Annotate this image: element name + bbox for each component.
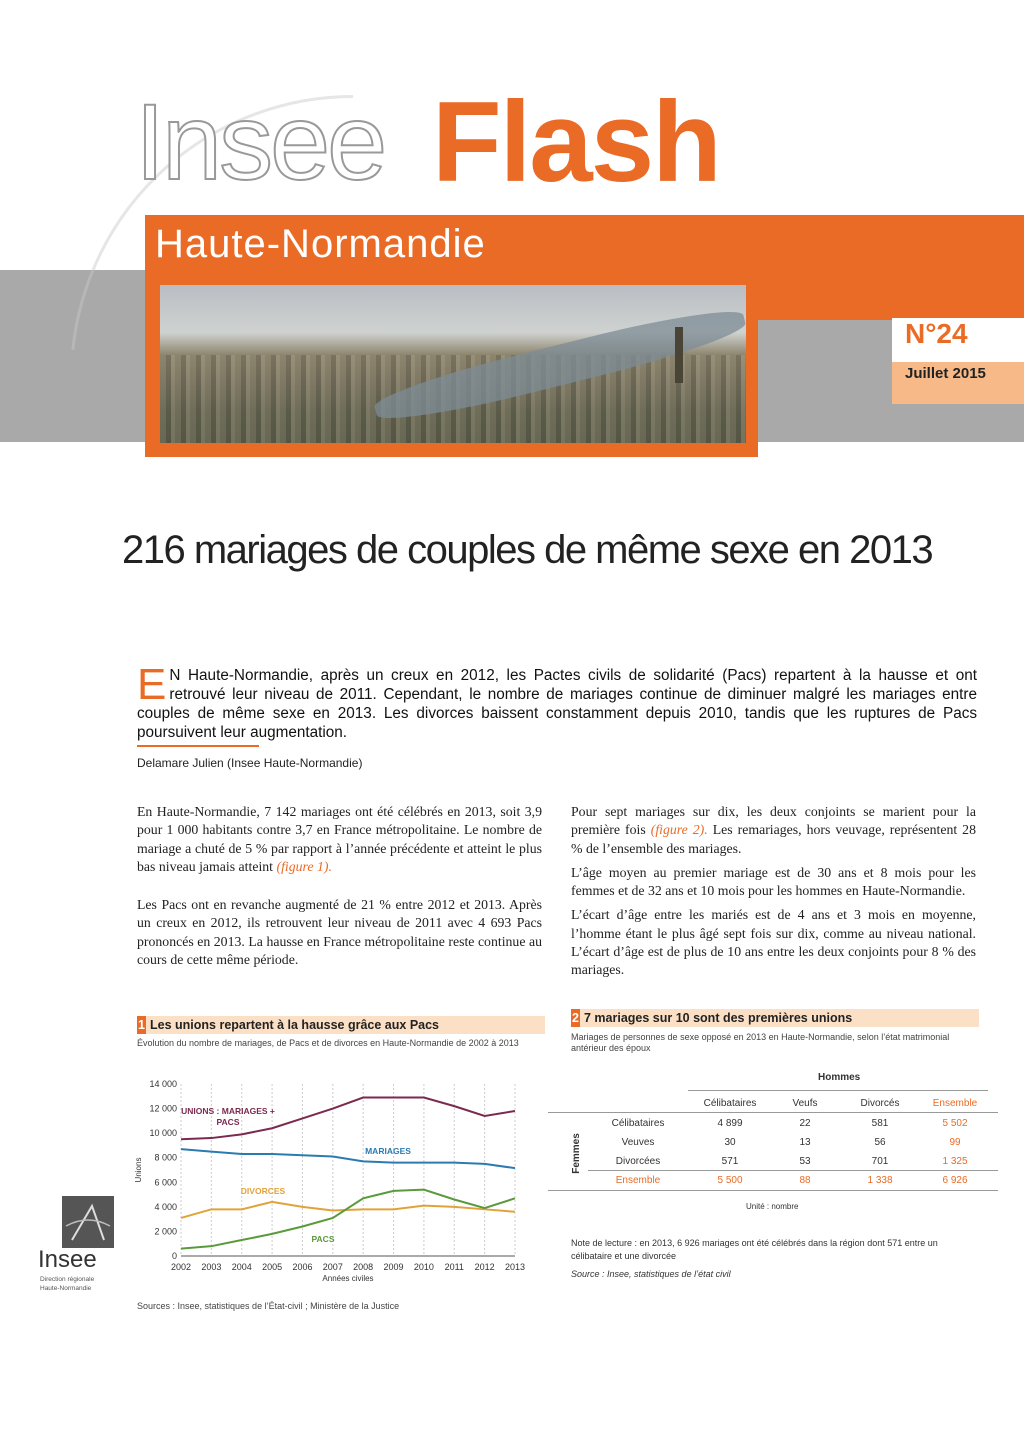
x-tick-label: 2010 <box>413 1262 434 1272</box>
series-label: DIVORCES <box>240 1186 286 1196</box>
figure2-source: Source : Insee, statistiques de l’état civil <box>571 1269 731 1279</box>
intro-text: N Haute-Normandie, après un creux en 2012, les Pactes civils de solidarité (Pacs) repartent à la hausse et ont retrouvé leur niveau de 2011. Cependant, le nombre de mariages continue de diminuer malgré les mariages entre couples de même sexe en 2013. Les divorces baissent constamment depuis 2010, tandis que les ruptures de Pacs poursuivent leur augmentation. <box>137 667 977 741</box>
x-axis-label: Années civiles <box>322 1274 374 1283</box>
page-title: 216 mariages de couples de même sexe en 2013 <box>122 528 933 572</box>
y-tick-label: 10 000 <box>149 1128 177 1139</box>
table-col-group: Hommes <box>818 1072 861 1083</box>
body-paragraph: Les Pacs ont en revanche augmenté de 21 % entre 2012 et 2013. Après un creux en 2012, ils retrouvent leur niveau de 2011 avec 4 693 Pacs prononcés en 2013. La hausse en France métropolitaine reste continue au cours de cette même période. <box>137 897 542 968</box>
table-cell: 13 <box>799 1137 811 1148</box>
body-paragraph: En Haute-Normandie, 7 142 mariages ont été célébrés en 2013, soit 3,9 pour 1 000 habitants contre 3,7 en France métropolitaine. Le nombre de mariage a chuté de 5 % par rapport à l’année précédente et atteint le plus bas niveau jamais atteint <box>137 804 542 874</box>
region-name: Haute-Normandie <box>155 222 486 266</box>
insee-logo-region: Haute-Normandie <box>40 1285 92 1292</box>
table-row-label: Célibataires <box>611 1118 665 1129</box>
table-cell: 30 <box>724 1137 736 1148</box>
masthead-brand-flash: Flash <box>432 79 720 206</box>
table-cell: 4 899 <box>717 1118 743 1129</box>
figure1-header <box>137 1016 545 1034</box>
table-unit: Unité : nombre <box>746 1202 799 1211</box>
series-line <box>181 1190 515 1249</box>
table-cell: 5 500 <box>717 1175 743 1186</box>
body-column-left <box>137 803 542 975</box>
x-tick-label: 2006 <box>292 1262 313 1272</box>
issue-date: Juillet 2015 <box>905 365 986 382</box>
y-tick-label: 6 000 <box>154 1177 177 1188</box>
x-tick-label: 2007 <box>322 1262 343 1272</box>
intro-divider <box>137 745 259 747</box>
figure2-title: 7 mariages sur 10 sont des premières unions <box>584 1011 853 1025</box>
body-paragraph: L’âge moyen au premier mariage est de 30 ans et 8 mois pour les femmes et de 32 ans et 10 mois pour les hommes en Haute-Normandie. <box>571 864 976 899</box>
y-tick-label: 12 000 <box>149 1103 177 1114</box>
figure-link[interactable]: (figure 1). <box>276 858 332 874</box>
series-label: PACS <box>311 1234 335 1244</box>
figure1-subtitle: Évolution du nombre de mariages, de Pacs et de divorces en Haute-Normandie de 2002 à 2013 <box>137 1038 519 1048</box>
table-col-header: Célibataires <box>703 1098 757 1109</box>
table-cell: 22 <box>799 1118 811 1129</box>
intro-paragraph <box>137 660 977 742</box>
figure1-title: Les unions repartent à la hausse grâce aux Pacs <box>150 1018 440 1032</box>
y-tick-label: 2 000 <box>154 1226 177 1237</box>
y-tick-label: 4 000 <box>154 1201 177 1212</box>
figure1-number: 1 <box>138 1018 145 1032</box>
figure2-subtitle: Mariages de personnes de sexe opposé en 2013 en Haute-Normandie, selon l’état matrimonial antérieur des époux <box>571 1032 950 1053</box>
x-tick-label: 2012 <box>474 1262 495 1272</box>
issue-number: N°24 <box>905 318 968 349</box>
table-cell: 6 926 <box>942 1175 968 1186</box>
body-paragraph-end: Les remariages, hors veuvage, représentent 28 % de l’ensemble des mariages. <box>571 822 976 856</box>
insee-logo-icon <box>62 1196 114 1248</box>
x-tick-label: 2008 <box>353 1262 374 1272</box>
figure2-reading-note: Note de lecture : en 2013, 6 926 mariages ont été célébrés dans la région dont 571 entre un célibataire et une divorcée <box>571 1238 938 1261</box>
table-cell: 1 338 <box>867 1175 893 1186</box>
y-tick-label: 14 000 <box>149 1079 177 1089</box>
x-tick-label: 2011 <box>444 1262 464 1272</box>
x-tick-label: 2004 <box>231 1262 252 1272</box>
x-tick-label: 2005 <box>262 1262 283 1272</box>
body-paragraph: Pour sept mariages sur dix, les deux conjoints se marient pour la première fois <box>571 804 976 838</box>
table-cell: 99 <box>949 1137 961 1148</box>
table-col-header: Veufs <box>792 1098 818 1109</box>
series-line <box>181 1149 515 1168</box>
figure1-line-chart <box>133 1076 526 1283</box>
table-cell: 1 325 <box>942 1156 968 1167</box>
table-row-group: Femmes <box>570 1133 582 1174</box>
figure2-header <box>571 1009 979 1027</box>
figure2-table <box>548 1070 998 1220</box>
series-label: MARIAGES <box>365 1146 411 1156</box>
insee-logo-subtitle: Direction régionale <box>40 1276 95 1283</box>
y-tick-label: 0 <box>171 1251 177 1261</box>
series-label: PACS <box>216 1117 240 1127</box>
series-label: UNIONS : MARIAGES + <box>181 1106 275 1116</box>
masthead-brand-insee: Insee <box>135 81 385 202</box>
y-tick-label: 8 000 <box>154 1152 177 1163</box>
table-row-label: Ensemble <box>615 1175 661 1186</box>
table-row-label: Divorcées <box>615 1156 661 1167</box>
figure-link[interactable]: (figure 2). <box>650 822 708 838</box>
table-col-header: Ensemble <box>932 1098 978 1109</box>
x-tick-label: 2013 <box>504 1262 526 1272</box>
table-cell: 53 <box>799 1156 811 1167</box>
series-line <box>181 1202 515 1218</box>
x-tick-label: 2002 <box>170 1262 192 1272</box>
body-column-right <box>571 803 976 986</box>
table-cell: 56 <box>874 1137 886 1148</box>
author: Delamare Julien (Insee Haute-Normandie) <box>137 756 363 770</box>
x-tick-label: 2009 <box>383 1262 404 1272</box>
body-paragraph: L’écart d’âge entre les mariés est de 4 ans et 3 mois en moyenne, l’homme étant le plus âgé sept fois sur dix, comme au niveau national. L’écart d’âge est de plus de 10 ans entre les deux conjoints pour 8 % des mariages. <box>571 907 976 978</box>
x-tick-label: 2003 <box>201 1262 222 1272</box>
y-axis-label: Unions <box>134 1157 143 1183</box>
table-cell: 5 502 <box>942 1118 968 1129</box>
table-cell: 571 <box>721 1156 739 1167</box>
table-cell: 581 <box>871 1118 889 1129</box>
figure1-source: Sources : Insee, statistiques de l’État-civil ; Ministère de la Justice <box>137 1301 400 1311</box>
table-row-label: Veuves <box>621 1137 655 1148</box>
figure2-number: 2 <box>572 1011 579 1025</box>
table-cell: 88 <box>799 1175 811 1186</box>
insee-logo-word: Insee <box>38 1246 97 1273</box>
table-cell: 701 <box>871 1156 889 1167</box>
dropcap: E <box>137 660 167 709</box>
table-col-header: Divorcés <box>860 1098 900 1109</box>
